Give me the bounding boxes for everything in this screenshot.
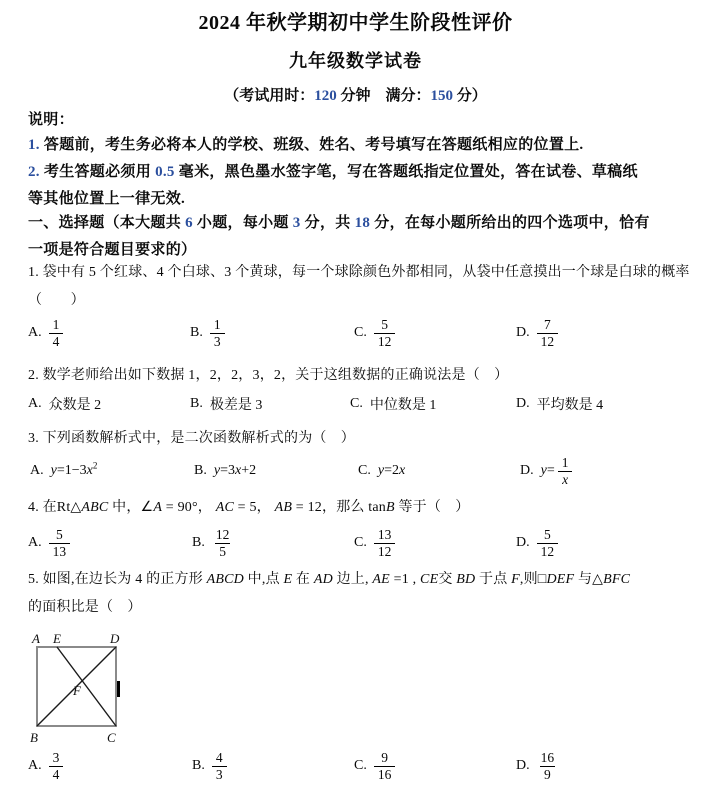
question-5-figure	[28, 630, 168, 752]
fraction: $\frac{5}{13}$	[49, 527, 71, 560]
option-text: 中位数是 1	[369, 398, 437, 413]
figure-label-b: B	[30, 730, 38, 745]
option-3d	[520, 450, 573, 492]
section-header-line-1: 一、选择题（本大题共 6 小题，每小题 3 分，共 18 分，在每小题所给出的四个选项中，恰有	[28, 215, 650, 231]
option-label: B.	[190, 325, 203, 340]
option-expression: y=	[540, 463, 555, 478]
fraction: $\frac{1}{x}$	[558, 455, 573, 488]
option-1a	[28, 312, 63, 354]
fraction: $\frac{1}{3}$	[210, 317, 225, 350]
option-5d	[516, 745, 558, 787]
figure-label-c: C	[107, 730, 116, 745]
segment-ec	[57, 647, 116, 726]
fraction: $\frac{12}{5}$	[215, 526, 230, 559]
option-2a	[28, 394, 101, 414]
figure-label-a: A	[32, 631, 40, 646]
figure-label-e: E	[53, 631, 61, 646]
exam-info-line: （考试用时：120 分钟 满分：150 分）	[224, 88, 487, 104]
option-2d	[516, 394, 603, 414]
figure-label-f: F	[73, 683, 81, 698]
option-4d	[516, 522, 558, 564]
option-label: B.	[194, 463, 207, 478]
option-label: A.	[28, 396, 42, 411]
option-label: D.	[516, 396, 530, 411]
question-1-options	[0, 312, 711, 354]
option-1d	[516, 312, 558, 354]
fraction: $\frac{9}{16}$	[374, 750, 396, 783]
option-5b	[192, 745, 227, 787]
option-3c	[358, 450, 405, 492]
question-4-options	[0, 522, 711, 564]
option-label: B.	[192, 535, 205, 550]
option-3b	[194, 450, 256, 492]
option-label: D.	[520, 463, 534, 478]
option-2b	[190, 394, 262, 414]
question-3-text: 3. 下列函数解析式中，是二次函数解析式的为（ ）	[28, 431, 355, 446]
fraction: $\frac{5}{12}$	[537, 527, 559, 560]
question-4-text: 4. 在Rt△ABC 中，∠A = 90°， AC = 5， AB = 12，那么 tanB 等于（ ）	[28, 500, 470, 515]
option-label: A.	[28, 325, 42, 340]
text-cursor	[117, 681, 120, 697]
note-line-2: 2. 考生答题必须用 0.5 毫米，黑色墨水签字笔，写在答题纸指定位置处，答在试卷、草稿纸	[28, 164, 638, 180]
option-label: A.	[28, 535, 42, 550]
note-line-1: 1. 答题前，考生务必将本人的学校、班级、姓名、考号填写在答题纸相应的位置上.	[28, 137, 584, 153]
fraction: $\frac{7}{12}$	[537, 317, 559, 350]
fraction: $\frac{13}{12}$	[374, 527, 396, 560]
fraction: $\frac{5}{12}$	[374, 317, 396, 350]
option-label: B.	[192, 758, 205, 773]
option-4c	[354, 522, 395, 564]
fraction: $\frac{3}{4}$	[49, 750, 64, 783]
exam-title: 2024 年秋学期初中学生阶段性评价	[198, 12, 513, 34]
question-2-text: 2. 数学老师给出如下数据 1，2，2，3，2，关于这组数据的正确说法是（ ）	[28, 368, 509, 383]
exam-subtitle: 九年级数学试卷	[289, 51, 422, 71]
note-line-3: 等其他位置上一律无效.	[28, 191, 186, 207]
section-header-line-2: 一项是符合题目要求的）	[28, 242, 197, 258]
option-4a	[28, 522, 70, 564]
option-text: 极差是 3	[209, 398, 263, 413]
option-expression: y=3x+2	[213, 463, 257, 478]
option-label: C.	[354, 325, 367, 340]
question-3-options	[0, 450, 711, 492]
option-text: 众数是 2	[48, 398, 102, 413]
option-label: A.	[28, 758, 42, 773]
option-label: D.	[516, 758, 530, 773]
option-label: C.	[358, 463, 371, 478]
option-label: A.	[30, 463, 44, 478]
question-1-paren: （ ）	[28, 293, 85, 308]
option-label: C.	[354, 535, 367, 550]
option-label: D.	[516, 535, 530, 550]
option-label: C.	[350, 396, 363, 411]
question-1-text: 1. 袋中有 5 个红球、4 个白球、3 个黄球，每一个球除颜色外都相同，从袋中任意摸出一个球是白球的概率	[28, 265, 690, 280]
option-label: D.	[516, 325, 530, 340]
fraction: $\frac{4}{3}$	[212, 750, 227, 783]
option-1c	[354, 312, 395, 354]
option-2c	[350, 394, 436, 414]
question-5-text-line-1: 5. 如图,在边长为 4 的正方形 ABCD 中,点 E 在 AD 边上, AE =1 , CE交 BD 于点 F,则□DEF 与△BFC	[28, 572, 631, 587]
option-3a	[30, 450, 97, 492]
option-5c	[354, 745, 395, 787]
option-1b	[190, 312, 225, 354]
question-2-options	[0, 394, 711, 414]
question-5-text-line-2: 的面积比是（ ）	[28, 600, 142, 615]
fraction: $\frac{16}{9}$	[540, 749, 555, 782]
option-text: 平均数是 4	[536, 398, 604, 413]
option-expression: y=2x	[377, 463, 406, 478]
option-expression: $y=1-3x^2$	[50, 460, 98, 478]
notes-heading: 说明：	[28, 112, 74, 128]
figure-label-d: D	[110, 631, 120, 646]
question-5-options	[0, 745, 711, 787]
option-4b	[192, 522, 233, 564]
option-label: B.	[190, 396, 203, 411]
fraction: $\frac{1}{4}$	[49, 317, 64, 350]
option-5a	[28, 745, 63, 787]
option-label: C.	[354, 758, 367, 773]
